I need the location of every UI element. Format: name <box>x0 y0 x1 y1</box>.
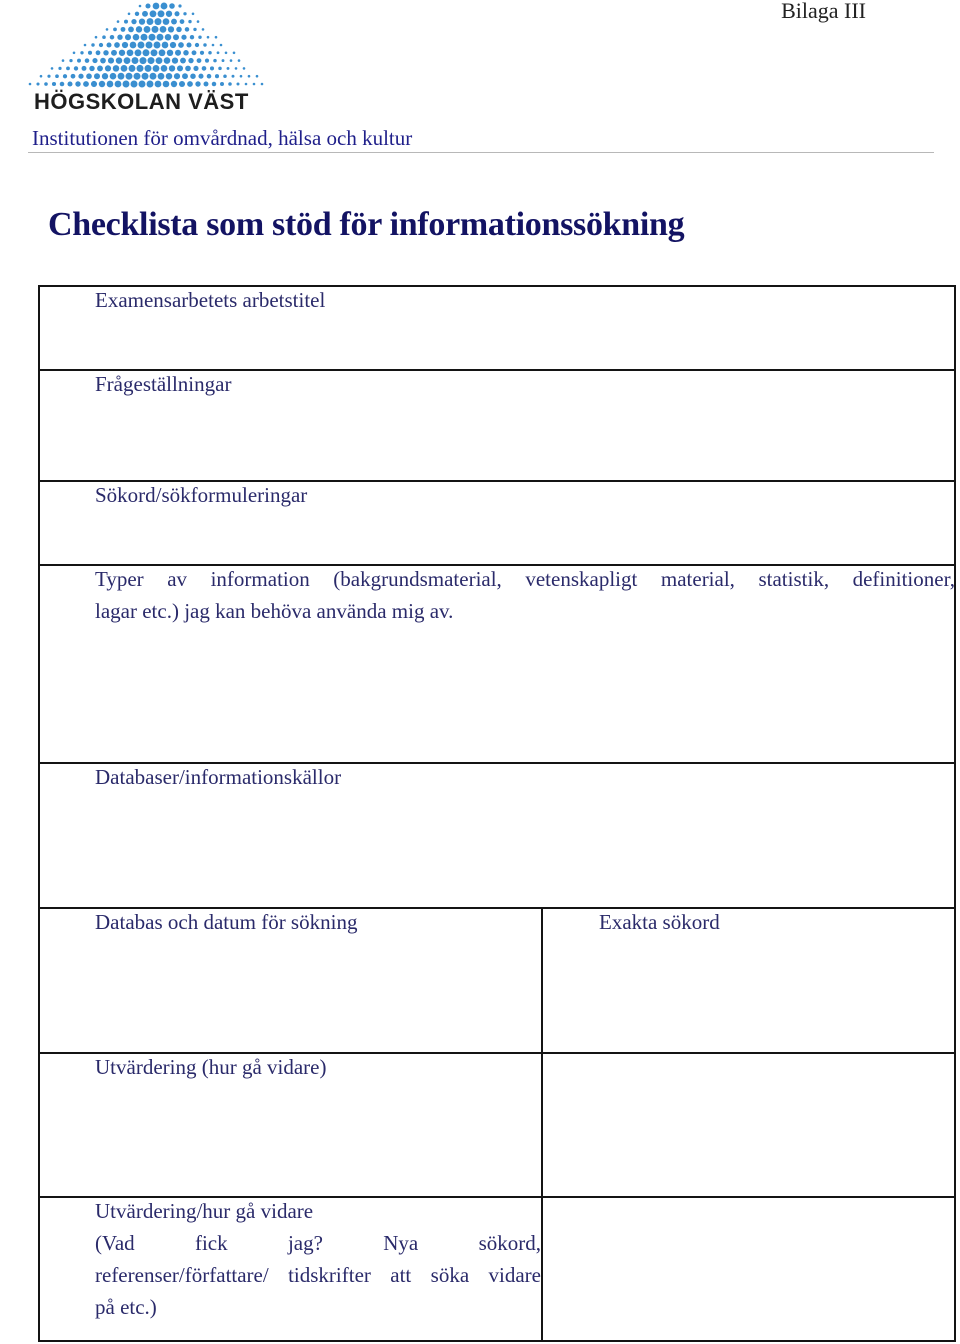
logo-dot <box>86 73 92 79</box>
logo-dot <box>47 75 50 78</box>
logo-dot <box>170 42 176 48</box>
university-logo <box>28 0 288 124</box>
logo-dot <box>106 28 109 31</box>
logo-dot <box>205 59 209 63</box>
logo-dot <box>128 27 134 33</box>
logo-dot <box>175 50 181 56</box>
logo-dot <box>193 66 198 71</box>
logo-dot <box>99 81 105 87</box>
logo-dot <box>208 51 212 55</box>
logo-dot <box>171 19 177 25</box>
logo-dot <box>36 82 39 85</box>
logo-dot <box>58 67 61 70</box>
logo-dot <box>151 49 158 56</box>
evaluation-detailed-line-2: (Vad fick jag? Nya sökord, <box>95 1231 541 1255</box>
logo-dot <box>180 19 185 24</box>
logo-dot <box>185 66 191 72</box>
logo-dot <box>185 27 190 32</box>
logo-dot <box>69 59 72 62</box>
logo-dot <box>225 52 228 55</box>
logo-dot <box>188 20 191 23</box>
logo-dot <box>122 42 128 48</box>
logo-dot <box>171 81 177 87</box>
logo-dot <box>166 11 172 17</box>
logo-dot <box>67 81 72 86</box>
logo-dot <box>123 81 130 88</box>
evaluation-field-label: Utvärdering (hur gå vidare) <box>95 1055 327 1079</box>
logo-dot <box>106 42 111 47</box>
logo-dot <box>210 66 214 70</box>
logo-dot <box>73 52 76 55</box>
logo-dot <box>187 81 193 87</box>
logo-dot <box>215 74 219 78</box>
logo-dot <box>155 18 162 25</box>
logo-dot <box>232 75 235 78</box>
logo-dot <box>135 12 139 16</box>
logo-dot <box>207 36 210 39</box>
logo-dot <box>117 20 120 23</box>
logo-dot <box>89 66 94 71</box>
logo-dot <box>169 65 175 71</box>
logo-dot <box>83 81 89 87</box>
logo-dot <box>71 74 76 79</box>
logo-dot <box>52 82 56 86</box>
logo-dot <box>110 73 117 80</box>
logo-dot <box>63 74 67 78</box>
logo-dot <box>127 49 134 56</box>
logo-dot <box>144 26 151 33</box>
logo-dot <box>153 65 160 72</box>
logo-dot <box>233 52 236 55</box>
logo-dot <box>146 42 153 49</box>
logo-dot <box>195 43 199 47</box>
logo-dot <box>230 59 233 62</box>
logo-dot <box>165 34 172 41</box>
logo-dot <box>177 65 183 71</box>
header-divider <box>28 152 934 153</box>
logo-dot <box>174 11 179 16</box>
logo-dot <box>243 67 246 70</box>
logo-dot <box>119 50 125 56</box>
logo-dot <box>111 50 117 56</box>
logo-dot <box>125 34 131 40</box>
logo-dot <box>212 44 215 47</box>
logo-dot <box>121 65 128 72</box>
logo-dot <box>75 81 80 86</box>
logo-dot <box>153 3 160 10</box>
logo-dots-graphic <box>28 0 288 95</box>
logo-dot <box>180 58 186 64</box>
logo-dot <box>172 57 178 63</box>
logo-dot <box>138 42 145 49</box>
logo-dot <box>253 83 256 86</box>
logo-dot <box>40 75 43 78</box>
logo-dot <box>131 19 136 24</box>
logo-dot <box>147 18 154 25</box>
logo-dot <box>163 18 170 25</box>
logo-dot <box>228 82 232 86</box>
logo-dot <box>235 67 238 70</box>
logo-dot <box>74 66 78 70</box>
logo-dot <box>197 20 200 23</box>
logo-dot <box>166 73 173 80</box>
logo-dot <box>148 57 155 64</box>
logo-dot <box>215 36 218 39</box>
logo-dot <box>212 82 217 87</box>
logo-dot <box>193 28 196 31</box>
logo-dot <box>161 65 168 72</box>
logo-dot <box>152 26 159 33</box>
logo-dot <box>124 57 131 64</box>
logo-dot <box>126 73 133 80</box>
form-border-bottom <box>38 1340 956 1342</box>
logo-dot <box>197 58 202 63</box>
logo-dot <box>204 82 209 87</box>
logo-dot <box>88 51 92 55</box>
logo-dot <box>139 5 142 8</box>
logo-dot <box>118 73 125 80</box>
logo-dot <box>95 36 98 39</box>
logo-dot <box>60 82 65 87</box>
logo-dot <box>218 67 222 71</box>
logo-dot <box>121 27 126 32</box>
logo-dot <box>207 74 212 79</box>
logo-dot <box>178 42 184 48</box>
logo-dot <box>149 34 156 41</box>
logo-dot <box>183 12 186 15</box>
logo-dot <box>182 73 188 79</box>
logo-dot <box>248 75 251 78</box>
logo-dot <box>134 73 141 80</box>
logo-dot <box>183 50 189 56</box>
form-border-left <box>38 285 40 1342</box>
logo-dot <box>238 59 241 62</box>
logo-dot <box>150 73 157 80</box>
logo-dot <box>200 51 204 55</box>
evaluation-detailed-line-1: Utvärdering/hur gå vidare <box>95 1199 314 1223</box>
logo-dot <box>113 65 120 72</box>
logo-dot <box>245 83 248 86</box>
logo-dot <box>169 3 175 9</box>
logo-dot <box>100 58 106 64</box>
logo-dot <box>51 67 54 70</box>
logo-dot <box>130 42 137 49</box>
logo-dot <box>128 13 131 16</box>
logo-dot <box>114 42 120 48</box>
logo-dot <box>102 73 108 79</box>
logo-dot <box>132 57 139 64</box>
logo-dot <box>96 50 101 55</box>
logo-dot <box>147 81 154 88</box>
logo-dot <box>55 74 59 78</box>
logo-dot <box>97 65 103 71</box>
logo-dot <box>78 74 83 79</box>
questions-field-label: Frågeställningar <box>95 372 232 396</box>
logo-dot <box>261 83 264 86</box>
thesis-title-field-label: Examensarbetets arbetstitel <box>95 288 326 312</box>
logo-dot <box>222 59 225 62</box>
logo-dot <box>91 81 97 87</box>
logo-dot <box>198 74 203 79</box>
logo-dot <box>158 10 165 17</box>
logo-dot <box>91 43 94 46</box>
logo-dot <box>202 66 207 71</box>
evaluation-detailed-line-4: på etc.) <box>95 1295 157 1319</box>
logo-dot <box>105 65 111 71</box>
logo-dot <box>85 58 90 63</box>
logo-dot <box>129 65 136 72</box>
logo-dot <box>136 26 142 32</box>
logo-dot <box>77 59 81 63</box>
logo-dot <box>157 34 164 41</box>
logo-dot <box>190 35 194 39</box>
logo-dot <box>133 34 140 41</box>
logo-dot <box>139 81 146 88</box>
logo-dot <box>92 58 97 63</box>
logo-dot <box>190 73 196 79</box>
logo-dot <box>107 81 114 88</box>
logo-dot <box>220 44 223 47</box>
logo-dot <box>141 34 148 41</box>
logo-dot <box>84 44 87 47</box>
appendix-label: Bilaga III <box>781 0 866 23</box>
databases-field-label: Databaser/informationskällor <box>95 765 342 789</box>
info-types-field-label <box>95 563 955 627</box>
logo-dot <box>137 65 144 72</box>
logo-dot <box>145 65 152 72</box>
logo-dot <box>188 58 193 63</box>
logo-dot <box>203 43 206 46</box>
logo-dot <box>44 82 48 86</box>
logo-dot <box>82 66 87 71</box>
logo-dot <box>124 20 128 24</box>
logo-dot <box>186 42 191 47</box>
logo-dot <box>155 81 162 88</box>
logo-dot <box>66 66 70 70</box>
logo-dot <box>154 42 161 49</box>
logo-dot <box>29 83 32 86</box>
logo-dot <box>99 43 103 47</box>
logo-wordmark: HÖGSKOLAN VÄST <box>34 89 249 114</box>
logo-dot <box>179 81 185 87</box>
logo-dot <box>131 81 138 88</box>
logo-dot <box>102 35 106 39</box>
logo-dot <box>156 57 163 64</box>
logo-dot <box>176 27 182 33</box>
logo-dot <box>110 35 115 40</box>
logo-dot <box>198 35 201 38</box>
logo-dot <box>139 18 145 24</box>
logo-dot <box>164 57 171 64</box>
logo-dot <box>163 81 170 88</box>
logo-dot <box>103 50 108 55</box>
logo-dot <box>62 59 65 62</box>
logo-dot <box>178 4 181 7</box>
keywords-field-label: Sökord/sökformuleringar <box>95 483 308 507</box>
logo-dot <box>181 35 186 40</box>
logo-dot <box>202 28 205 31</box>
logo-dot <box>115 81 122 88</box>
logo-dot <box>217 51 220 54</box>
logo-dot <box>142 73 149 80</box>
logo-dot <box>116 57 122 63</box>
logo-dot <box>108 58 114 64</box>
evaluation-detailed-field-label <box>95 1195 541 1323</box>
logo-dot <box>80 51 83 54</box>
logo-dot <box>145 3 150 8</box>
logo-dot <box>158 73 165 80</box>
logo-dot <box>168 26 174 32</box>
logo-dot <box>94 73 100 79</box>
form-border-right <box>954 285 956 1342</box>
logo-dot <box>220 82 224 86</box>
logo-dot <box>173 34 179 40</box>
logo-dot <box>117 35 122 40</box>
logo-dot <box>192 50 197 55</box>
logo-dot <box>236 82 239 85</box>
logo-dot <box>161 3 168 10</box>
database-date-field-label: Databas och datum för sökning <box>95 910 358 934</box>
logo-dot <box>113 28 117 32</box>
logo-dot <box>162 42 169 49</box>
info-types-line-1: Typer av information (bakgrundsmaterial, vetenskapligt material, statistik, definitioner, <box>95 567 955 591</box>
logo-dot <box>192 13 195 16</box>
logo-dot <box>142 11 148 17</box>
logo-dot <box>223 74 227 78</box>
logo-dot <box>159 49 166 56</box>
logo-dot <box>240 75 243 78</box>
info-types-line-2: lagar etc.) jag kan behöva använda mig av. <box>95 599 454 623</box>
column-divider <box>541 907 543 1342</box>
logo-dot <box>167 50 173 56</box>
page-title: Checklista som stöd för informationssökning <box>48 206 685 243</box>
logo-dot <box>140 57 147 64</box>
logo-dot <box>143 49 150 56</box>
logo-dot <box>160 26 167 33</box>
evaluation-detailed-line-3: referenser/författare/ tidskrifter att söka vidare <box>95 1263 541 1287</box>
logo-dot <box>227 67 230 70</box>
exact-keywords-field-label: Exakta sökord <box>599 910 720 934</box>
logo-dot <box>174 73 180 79</box>
logo-dot <box>213 59 217 63</box>
logo-dot <box>135 49 142 56</box>
institution-name: Institutionen för omvårdnad, hälsa och kultur <box>32 126 413 150</box>
logo-dot <box>150 10 157 17</box>
logo-dot <box>256 75 259 78</box>
logo-dot <box>195 81 200 86</box>
